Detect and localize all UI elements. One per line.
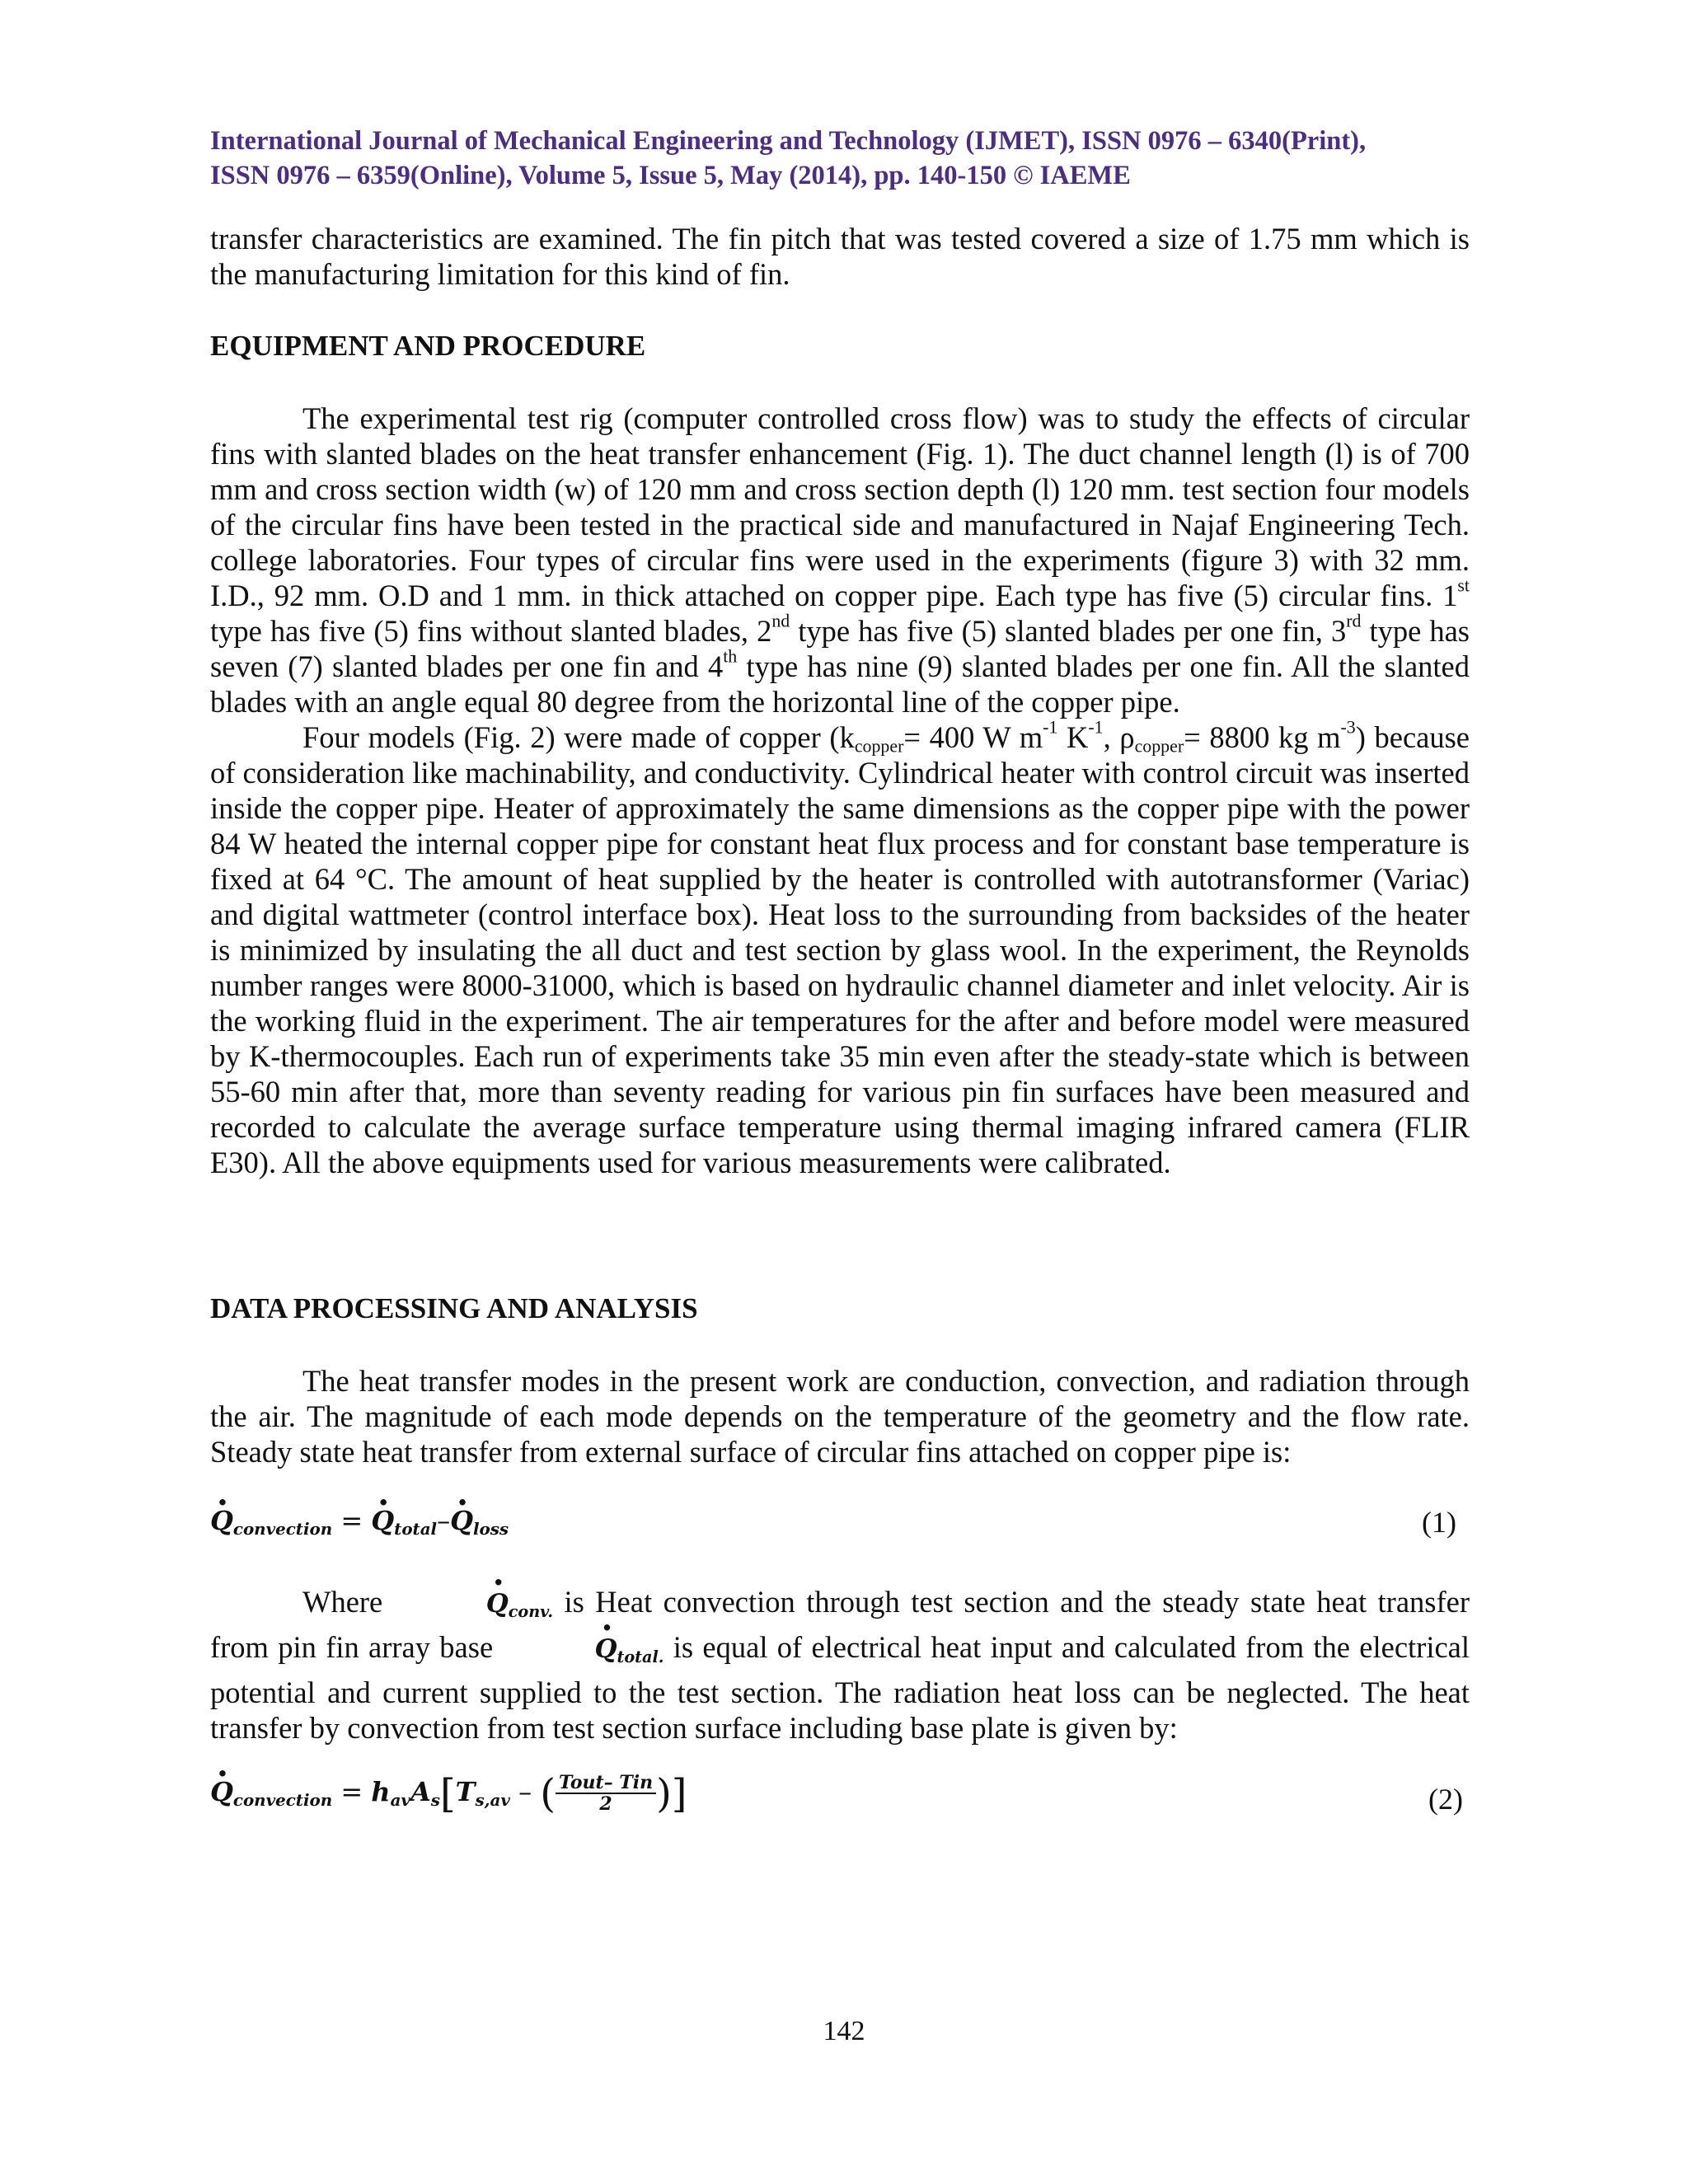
equation-1-number: (1) bbox=[1422, 1506, 1456, 1539]
section-data bbox=[210, 1292, 1470, 1325]
journal-header bbox=[210, 124, 1479, 193]
equation-1 bbox=[210, 1505, 1463, 1539]
intro-paragraph: transfer characteristics are examined. The fin pitch that was tested covered a size of 1.75 mm which is the manufacturing limitation for this kind of fin. bbox=[210, 222, 1470, 291]
page-number: 142 bbox=[823, 2016, 865, 2046]
data-paragraph-1-block bbox=[210, 1363, 1470, 1469]
data-paragraph-2: Where · Qconv. is Heat convection through test section and the steady state heat transfer from pin fin array base · Qtotal. is equal of electrical heat input and calculated from the electrical potential and current supplied to the test section. The radiation heat loss can be neglected. The heat transfer by convection from test section surface including base plate is given by: bbox=[210, 1584, 1470, 1746]
equation-2-expression: · Qconvection = havAs[Ts,av – ( $\frac{\text{Tout– Tin}}{2}$ )] bbox=[210, 1776, 687, 1807]
equation-2-number: (2) bbox=[1428, 1783, 1463, 1816]
intro-paragraph-block bbox=[210, 221, 1470, 292]
header-line-1: International Journal of Mechanical Engineering and Technology (IJMET), ISSN 0976 – 6340(Print), bbox=[210, 126, 1367, 156]
equation-2 bbox=[210, 1770, 1463, 1816]
section-heading-data: DATA PROCESSING AND ANALYSIS bbox=[210, 1292, 698, 1324]
section-equipment bbox=[210, 330, 1470, 363]
equation-1-expression: · Qconvection = · Qtotal–· Qloss bbox=[210, 1505, 509, 1536]
equipment-paragraph-2: Four models (Fig. 2) were made of copper ($k_{copper}= 400$ W $m^{-1}$ $K^{-1}$, $\rho_{copper}= 8800$ kg $m^{-3}$) because of consideration like machinability, and conductivity. Cylindrical heater with control circuit was inserted inside the copper pipe. Heater of approximately the same dimensions as the copper pipe with the power 84 W heated the internal copper pipe for constant heat flux process and for constant base temperature is fixed at 64 °C. The amount of heat supplied by the heater is controlled with autotransformer (Variac) and digital wattmeter (control interface box). Heat loss to the surrounding from backsides of the heater is minimized by insulating the all duct and test section by glass wool. In the experiment, the Reynolds number ranges were 8000-31000, which is based on hydraulic channel diameter and inlet velocity. Air is the working fluid in the experiment. The air temperatures for the after and before model were measured by K-thermocouples. Each run of experiments take 35 min even after the steady-state which is between 55-60 min after that, more than seventy reading for various pin fin surfaces have been measured and recorded to calculate the average surface temperature using thermal imaging infrared camera (FLIR E30). All the above equipments used for various measurements were calibrated. bbox=[210, 716, 1470, 1179]
data-paragraph-1: The heat transfer modes in the present work are conduction, convection, and radiation through the air. The magnitude of each mode depends on the temperature of the geometry and the flow rate. Steady state heat transfer from external surface of circular fins attached on copper pipe is: bbox=[210, 1364, 1470, 1469]
equipment-paragraph-1: The experimental test rig (computer controlled cross flow) was to study the effects of circular fins with slanted blades on the heat transfer enhancement (Fig. 1). The duct channel length (l) is of 700 mm and cross section width (w) of 120 mm and cross section depth (l) 120 mm. test section four models of the circular fins have been tested in the practical side and manufactured in Najaf Engineering Tech. college laboratories. Four types of circular fins were used in the experiments (figure 3) with 32 mm. I.D., 92 mm. O.D and 1 mm. in thick attached on copper pipe. Each type has five (5) circular fins. 1st type has five (5) fins without slanted blades, 2nd type has five (5) slanted blades per one fin, 3rd type has seven (7) slanted blades per one fin and 4th type has nine (9) slanted blades per one fin. All the slanted blades with an angle equal 80 degree from the horizontal line of the copper pipe. bbox=[210, 401, 1470, 719]
section-heading-equipment: EQUIPMENT AND PROCEDURE bbox=[210, 330, 646, 362]
data-paragraph-2-block bbox=[210, 1584, 1470, 1746]
header-line-2: ISSN 0976 – 6359(Online), Volume 5, Issue 5, May (2014), pp. 140-150 © IAEME bbox=[210, 161, 1131, 190]
equipment-body bbox=[210, 401, 1470, 1180]
